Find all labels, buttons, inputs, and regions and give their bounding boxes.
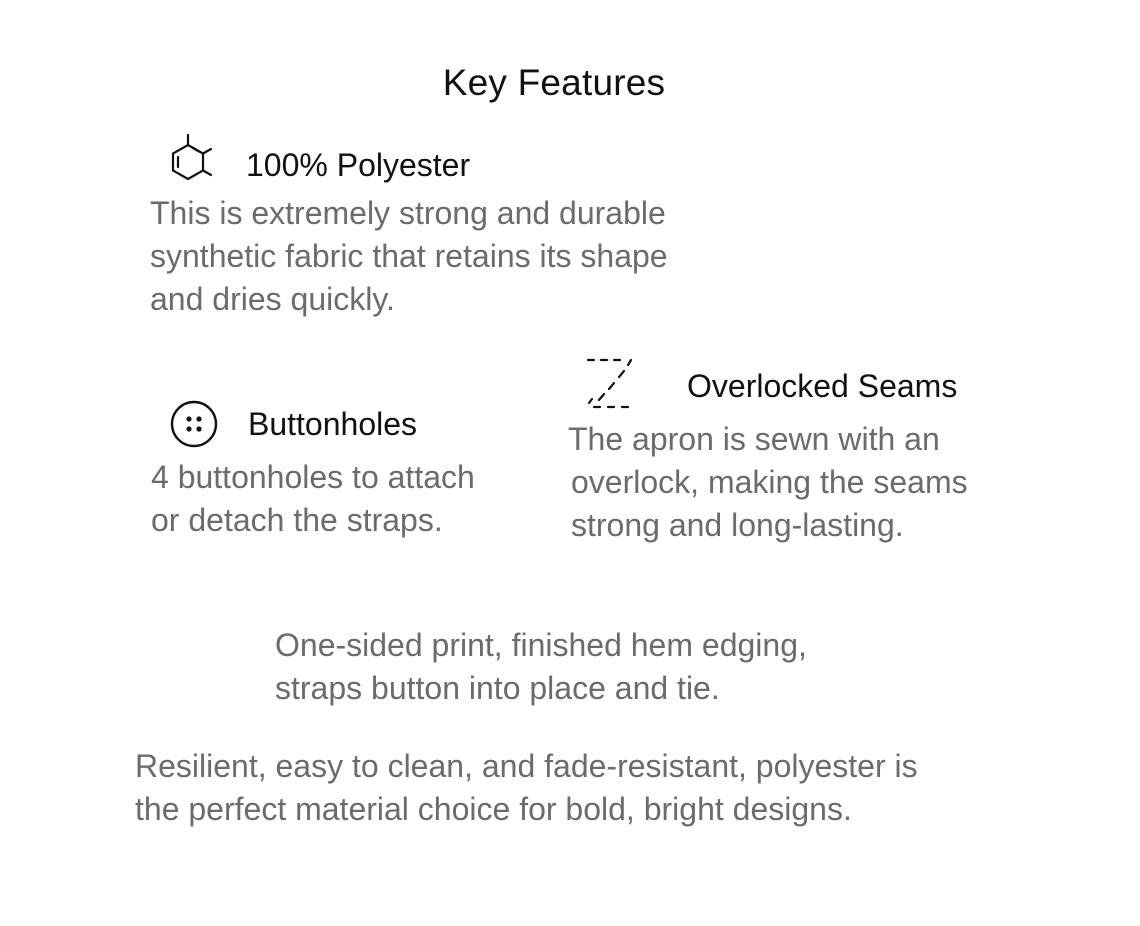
feature-desc-polyester: This is extremely strong and durable synthetic fabric that retains its shape and dries quickly. [150, 195, 668, 317]
feature-title-seams: Overlocked Seams [687, 368, 958, 404]
page-title: Key Features [442, 62, 666, 103]
hexagon-molecule-icon [162, 130, 218, 186]
button-icon [166, 397, 222, 453]
note-print: One-sided print, finished hem edging, straps button into place and tie. [275, 627, 807, 706]
stitched-z-icon [582, 352, 638, 412]
feature-desc-buttonholes: 4 buttonholes to attach or detach the straps. [151, 459, 475, 538]
feature-desc-seams: The apron is sewn with an overlock, making the seams strong and long-lasting. [568, 421, 968, 543]
note-material: Resilient, easy to clean, and fade-resistant, polyester is the perfect material choice for bold, bright designs. [135, 748, 918, 827]
feature-title-buttonholes: Buttonholes [248, 406, 418, 442]
feature-title-polyester: 100% Polyester [246, 147, 471, 183]
